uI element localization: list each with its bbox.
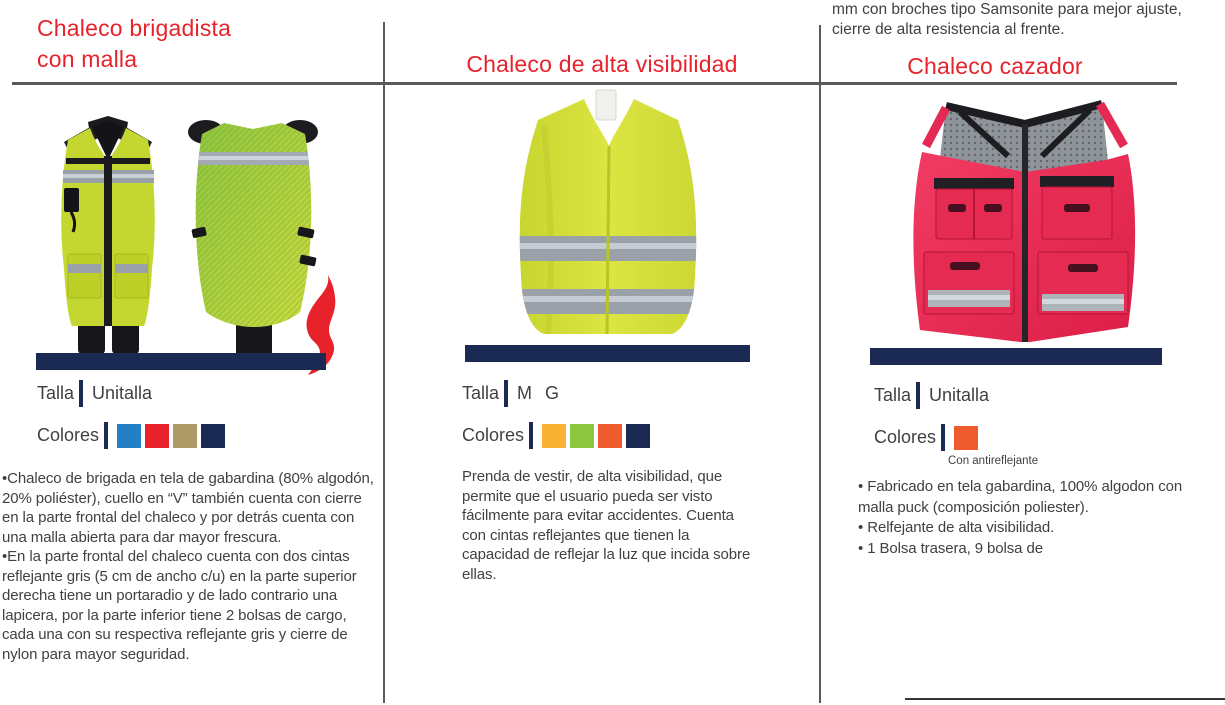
header-rule <box>12 82 1177 85</box>
color-swatch-blue <box>117 424 141 448</box>
divider-tick <box>916 382 920 409</box>
size-value: G <box>545 383 560 403</box>
size-label: Talla <box>874 385 912 405</box>
size-row-brigadista <box>37 380 152 407</box>
size-value: M <box>517 383 533 403</box>
product-photo-alta-visibilidad <box>460 86 755 346</box>
product-title-brigadista <box>37 13 231 75</box>
description-paragraph: • Relfejante de alta visibilidad. <box>858 519 1055 536</box>
color-swatch-navy <box>626 424 650 448</box>
description-cazador <box>858 477 1196 559</box>
colors-label: Colores <box>874 427 937 447</box>
size-row-cazador <box>874 382 989 409</box>
color-swatch-tan <box>173 424 197 448</box>
description-paragraph: •Chaleco de brigada en tela de gabardina (80% algodón, 20% poliéster), cuello en “V” también cuenta con cierre en la parte frontal del chaleco y por detrás cuenta con una malla abierta para dar mayor frescura. <box>2 470 374 546</box>
column-divider <box>819 25 821 703</box>
divider-tick <box>104 422 108 449</box>
colors-label: Colores <box>37 425 100 445</box>
column-divider <box>383 22 385 703</box>
description-paragraph: • Fabricado en tela gabardina, 100% algodon con malla puck (composición poliester). <box>858 478 1183 516</box>
top-right-note: mm con broches tipo Samsonite para mejor ajuste, cierre de alta resistencia al frente. <box>832 1 1182 38</box>
size-value: Unitalla <box>929 385 990 405</box>
accent-bar <box>36 353 326 370</box>
description-paragraph: Prenda de vestir, de alta visibilidad, que permite que el usuario pueda ser visto fácilmente para evitar accidentes. Cuenta con cintas reflejantes que tienen la capacidad de reflejar la luz que incida sobre ellas. <box>462 468 751 583</box>
color-swatch-orange <box>598 424 622 448</box>
product-title-alta-visibilidad: Chaleco de alta visibilidad <box>466 51 738 77</box>
accent-bar <box>870 348 1162 365</box>
color-swatch-orange <box>954 426 978 450</box>
colors-label: Colores <box>462 425 525 445</box>
size-value: Unitalla <box>92 383 153 403</box>
title-line: Chaleco brigadista <box>37 15 232 41</box>
description-paragraph: • 1 Bolsa trasera, 9 bolsa de <box>858 539 1043 557</box>
product-photo-cazador <box>888 92 1163 350</box>
footer-rule <box>905 698 1225 700</box>
size-row-alta-visibilidad <box>462 380 559 407</box>
colors-row-cazador <box>874 424 982 451</box>
size-label: Talla <box>462 383 500 403</box>
description-alta-visibilidad <box>462 467 758 584</box>
divider-tick <box>941 424 945 451</box>
divider-tick <box>79 380 83 407</box>
description-paragraph: •En la parte frontal del chaleco cuenta con dos cintas reflejante gris (5 cm de ancho c/u) en la parte superior derecha tiene un portaradio y de lado contrario una lapicera, por la parte inferior tiene 2 bolsas de cargo, cada una con su respectiva reflejante gris y cierre de nylon para mayor seguridad. <box>2 548 357 663</box>
color-swatch-navy <box>201 424 225 448</box>
swatch-note: Con antireflejante <box>948 455 1039 467</box>
size-label: Talla <box>37 383 75 403</box>
colors-row-brigadista <box>37 422 229 449</box>
description-brigadista <box>2 469 380 664</box>
color-swatch-amber <box>542 424 566 448</box>
accent-bar <box>465 345 750 362</box>
product-photo-brigadista <box>38 116 326 358</box>
color-swatch-red <box>145 424 169 448</box>
colors-row-alta-visibilidad <box>462 422 654 449</box>
title-line: con malla <box>37 46 138 72</box>
divider-tick <box>529 422 533 449</box>
product-title-cazador: Chaleco cazador <box>907 53 1083 79</box>
color-swatch-green <box>570 424 594 448</box>
divider-tick <box>504 380 508 407</box>
